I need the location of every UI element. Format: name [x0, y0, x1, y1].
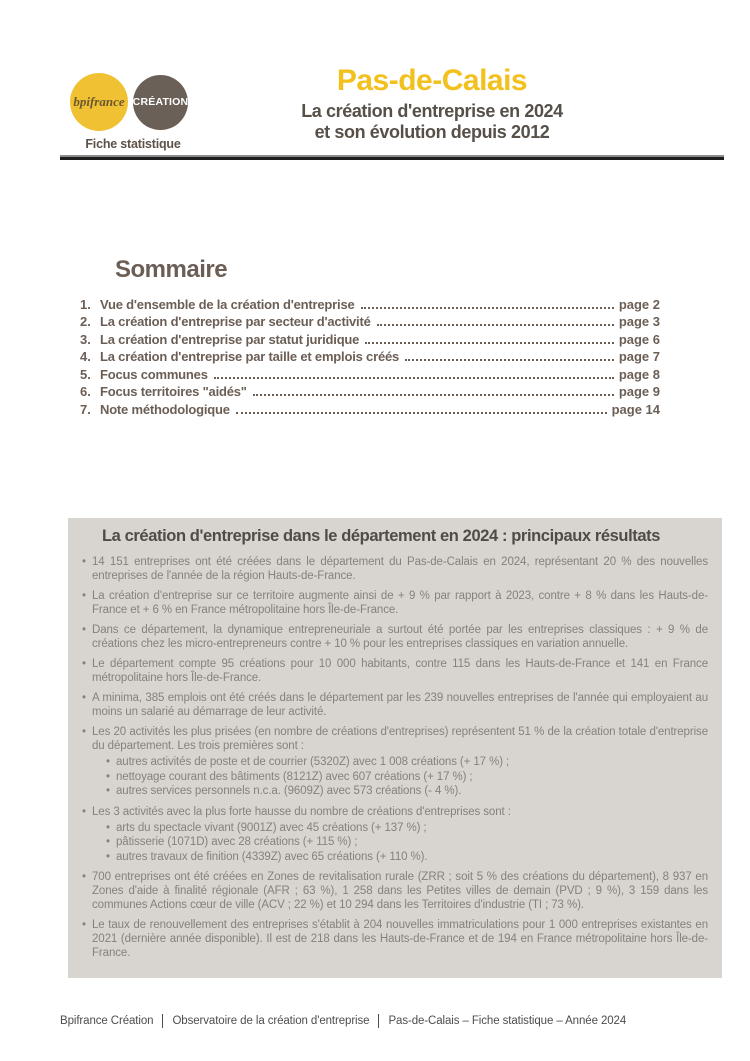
table-of-contents [80, 256, 660, 417]
logo-circles [70, 73, 196, 131]
page-title: Pas-de-Calais [336, 64, 528, 97]
toc-leader-dots [365, 342, 614, 344]
toc-page-ref[interactable]: page 6 [618, 331, 660, 347]
sub-bullet-item [106, 784, 708, 799]
toc-leader-dots [405, 359, 614, 361]
toc-item-1[interactable] [80, 294, 660, 312]
toc-page-ref[interactable]: page 7 [618, 349, 660, 364]
page-footer [60, 1014, 720, 1028]
sub-bullet-item [106, 835, 708, 850]
logo-tagline: Fiche statistique [85, 137, 181, 151]
toc-page-ref[interactable]: page 8 [618, 366, 660, 382]
bullet-icon: • [82, 556, 86, 568]
toc-leader-dots [214, 377, 614, 379]
toc-page-ref[interactable]: page 14 [611, 401, 660, 417]
toc-leader-dots [253, 394, 614, 396]
bullet-text [92, 805, 708, 865]
results-heading: La création d'entreprise dans le département en 2024 : principaux résultats [102, 527, 661, 545]
page-subtitle [282, 101, 582, 143]
bullet-icon: • [82, 658, 86, 670]
bullet-item [82, 555, 708, 583]
sub-bullet-list [106, 821, 708, 865]
header-divider-rule [60, 155, 724, 160]
footer-observatory: Observatoire de la création d'entreprise [172, 1015, 370, 1027]
toc-item-6[interactable] [80, 382, 660, 400]
creation-logo-circle [133, 75, 188, 130]
bullet-icon: • [82, 624, 86, 636]
bullet-item [82, 918, 708, 960]
bullet-item [82, 623, 708, 651]
toc-item-3[interactable] [80, 329, 660, 347]
toc-item-label[interactable]: La création d'entreprise par statut juridique [100, 331, 360, 347]
sub-bullet-item [106, 821, 708, 836]
key-results-panel [68, 518, 722, 978]
sub-bullet-text: autres activités de poste et de courrier (5320Z) avec 1 008 créations (+ 17 %) ; [116, 756, 510, 768]
bullet-item [82, 589, 708, 617]
bullet-text: La création d'entreprise sur ce territoire augmente ainsi de + 9 % par rapport à 2023, contre + 8 % dans les Hauts-de-France et + 6 % en France métropolitaine hors Île-de-France. [92, 590, 708, 616]
bullet-text: 700 entreprises ont été créées en Zones de revitalisation rurale (ZRR ; soit 5 % des créations du département), 8 937 en Zones d'aide à finalité régionale (AFR ; 63 %), 1 258 dans les Petites villes de demain (PVD ; 9 %), 3 159 dans les communes Actions cœur de ville (ACV ; 22 %) et 10 294 dans les Territoires d'industrie (TI ; 73 %). [92, 871, 708, 911]
creation-logo-text: CRÉATION [132, 96, 189, 108]
sub-bullet-text: pâtisserie (1071D) avec 28 créations (+ 115 %) ; [116, 836, 358, 848]
bullet-text: Le taux de renouvellement des entreprises s'établit à 204 nouvelles immatriculations pour 1 000 entreprises existantes en 2021 (dernière année disponible). Il est de 218 dans les Hauts-de-France et de 194 en France métropolitaine hors Île-de-France. [92, 919, 708, 959]
bullet-text-main: Les 3 activités avec la plus forte hausse du nombre de créations d'entreprises sont : [92, 805, 511, 818]
sub-bullet-item [106, 770, 708, 785]
bullet-icon: • [106, 756, 110, 768]
toc-item-number: 2. [80, 314, 91, 329]
sub-bullet-text: autres travaux de finition (4339Z) avec 65 créations (+ 110 %). [116, 850, 428, 863]
bullet-item [82, 725, 708, 799]
bullet-icon: • [106, 821, 110, 834]
sub-bullet-item [106, 850, 708, 865]
toc-item-number: 5. [80, 366, 91, 382]
bullet-icon: • [106, 850, 110, 863]
toc-leader-dots [377, 324, 614, 326]
sub-bullet-text: autres services personnels n.c.a. (9609Z) avec 573 créations (- 4 %). [116, 785, 462, 797]
footer-divider-bar [162, 1014, 163, 1028]
toc-item-label[interactable]: Vue d'ensemble de la création d'entreprise [100, 296, 355, 312]
toc-item-number: 6. [80, 384, 91, 399]
toc-leader-dots [361, 307, 614, 309]
sub-bullet-text: nettoyage courant des bâtiments (8121Z) avec 607 créations (+ 17 %) ; [116, 770, 473, 783]
toc-item-number: 7. [80, 401, 91, 417]
bpifrance-logo-text: bpifrance [73, 94, 125, 109]
bullet-icon: • [106, 785, 110, 797]
toc-item-number: 4. [80, 349, 91, 364]
bullet-icon: • [82, 590, 86, 602]
subtitle-line-2: et son évolution depuis 2012 [314, 122, 550, 142]
bullet-icon: • [82, 726, 86, 738]
bullet-text: Dans ce département, la dynamique entrepreneuriale a surtout été portée par les entreprises classiques : + 9 % de créations chez les micro-entrepreneurs contre + 10 % pour les entreprises classiques en variation annuelle. [92, 624, 708, 650]
toc-heading: Sommaire [115, 256, 228, 283]
bullet-text: Le département compte 95 créations pour 10 000 habitants, contre 115 dans les Hauts-de-France et 141 en France métropolitaine hors Île-de-France. [92, 658, 708, 684]
footer-brand: Bpifrance Création [60, 1015, 154, 1027]
sub-bullet-item [106, 755, 708, 770]
toc-item-5[interactable] [80, 364, 660, 382]
bullet-item [82, 691, 708, 719]
toc-item-label[interactable]: La création d'entreprise par taille et emplois créés [100, 349, 400, 364]
toc-item-2[interactable] [80, 312, 660, 330]
bullet-item [82, 805, 708, 865]
brand-logo [70, 73, 196, 151]
bullet-icon: • [106, 836, 110, 848]
bullet-text: 14 151 entreprises ont été créées dans le département du Pas-de-Calais en 2024, représentant 20 % des nouvelles entreprises de l'année de la région Hauts-de-France. [92, 556, 708, 582]
toc-item-7[interactable] [80, 399, 660, 417]
toc-item-4[interactable] [80, 347, 660, 365]
bullet-icon: • [82, 805, 86, 818]
bullet-icon: • [82, 919, 86, 931]
bullet-item [82, 657, 708, 685]
bullet-icon: • [106, 770, 110, 783]
bullet-text [92, 725, 708, 799]
toc-page-ref[interactable]: page 9 [618, 384, 660, 399]
bullet-text: A minima, 385 emplois ont été créés dans le département par les 239 nouvelles entreprises de l'année qui employaient au moins un salarié au démarrage de leur activité. [92, 692, 708, 718]
toc-item-number: 3. [80, 331, 91, 347]
bpifrance-logo-circle [70, 73, 128, 131]
toc-leader-dots [236, 412, 607, 414]
toc-item-number: 1. [80, 296, 91, 312]
toc-page-ref[interactable]: page 2 [618, 296, 660, 312]
toc-item-label[interactable]: Note méthodologique [100, 401, 230, 417]
toc-item-label[interactable]: Focus communes [100, 366, 208, 382]
bullet-icon: • [82, 692, 86, 704]
toc-item-label[interactable]: Focus territoires "aidés" [100, 384, 247, 399]
bullet-icon: • [82, 871, 86, 883]
sub-bullet-list [106, 755, 708, 799]
footer-divider-bar [378, 1014, 379, 1028]
toc-page-ref[interactable]: page 3 [618, 314, 660, 329]
footer-document-ref: Pas-de-Calais – Fiche statistique – Année 2024 [388, 1015, 627, 1027]
title-block [282, 64, 582, 143]
bullet-item [82, 870, 708, 912]
sub-bullet-text: arts du spectacle vivant (9001Z) avec 45 créations (+ 137 %) ; [116, 821, 427, 834]
subtitle-line-1: La création d'entreprise en 2024 [301, 101, 563, 121]
toc-item-label[interactable]: La création d'entreprise par secteur d'activité [100, 314, 371, 329]
bullet-text-main: Les 20 activités les plus prisées (en nombre de créations d'entreprises) représentent 51 % de la création totale d'entreprise du département. Les trois premières sont : [92, 726, 708, 752]
